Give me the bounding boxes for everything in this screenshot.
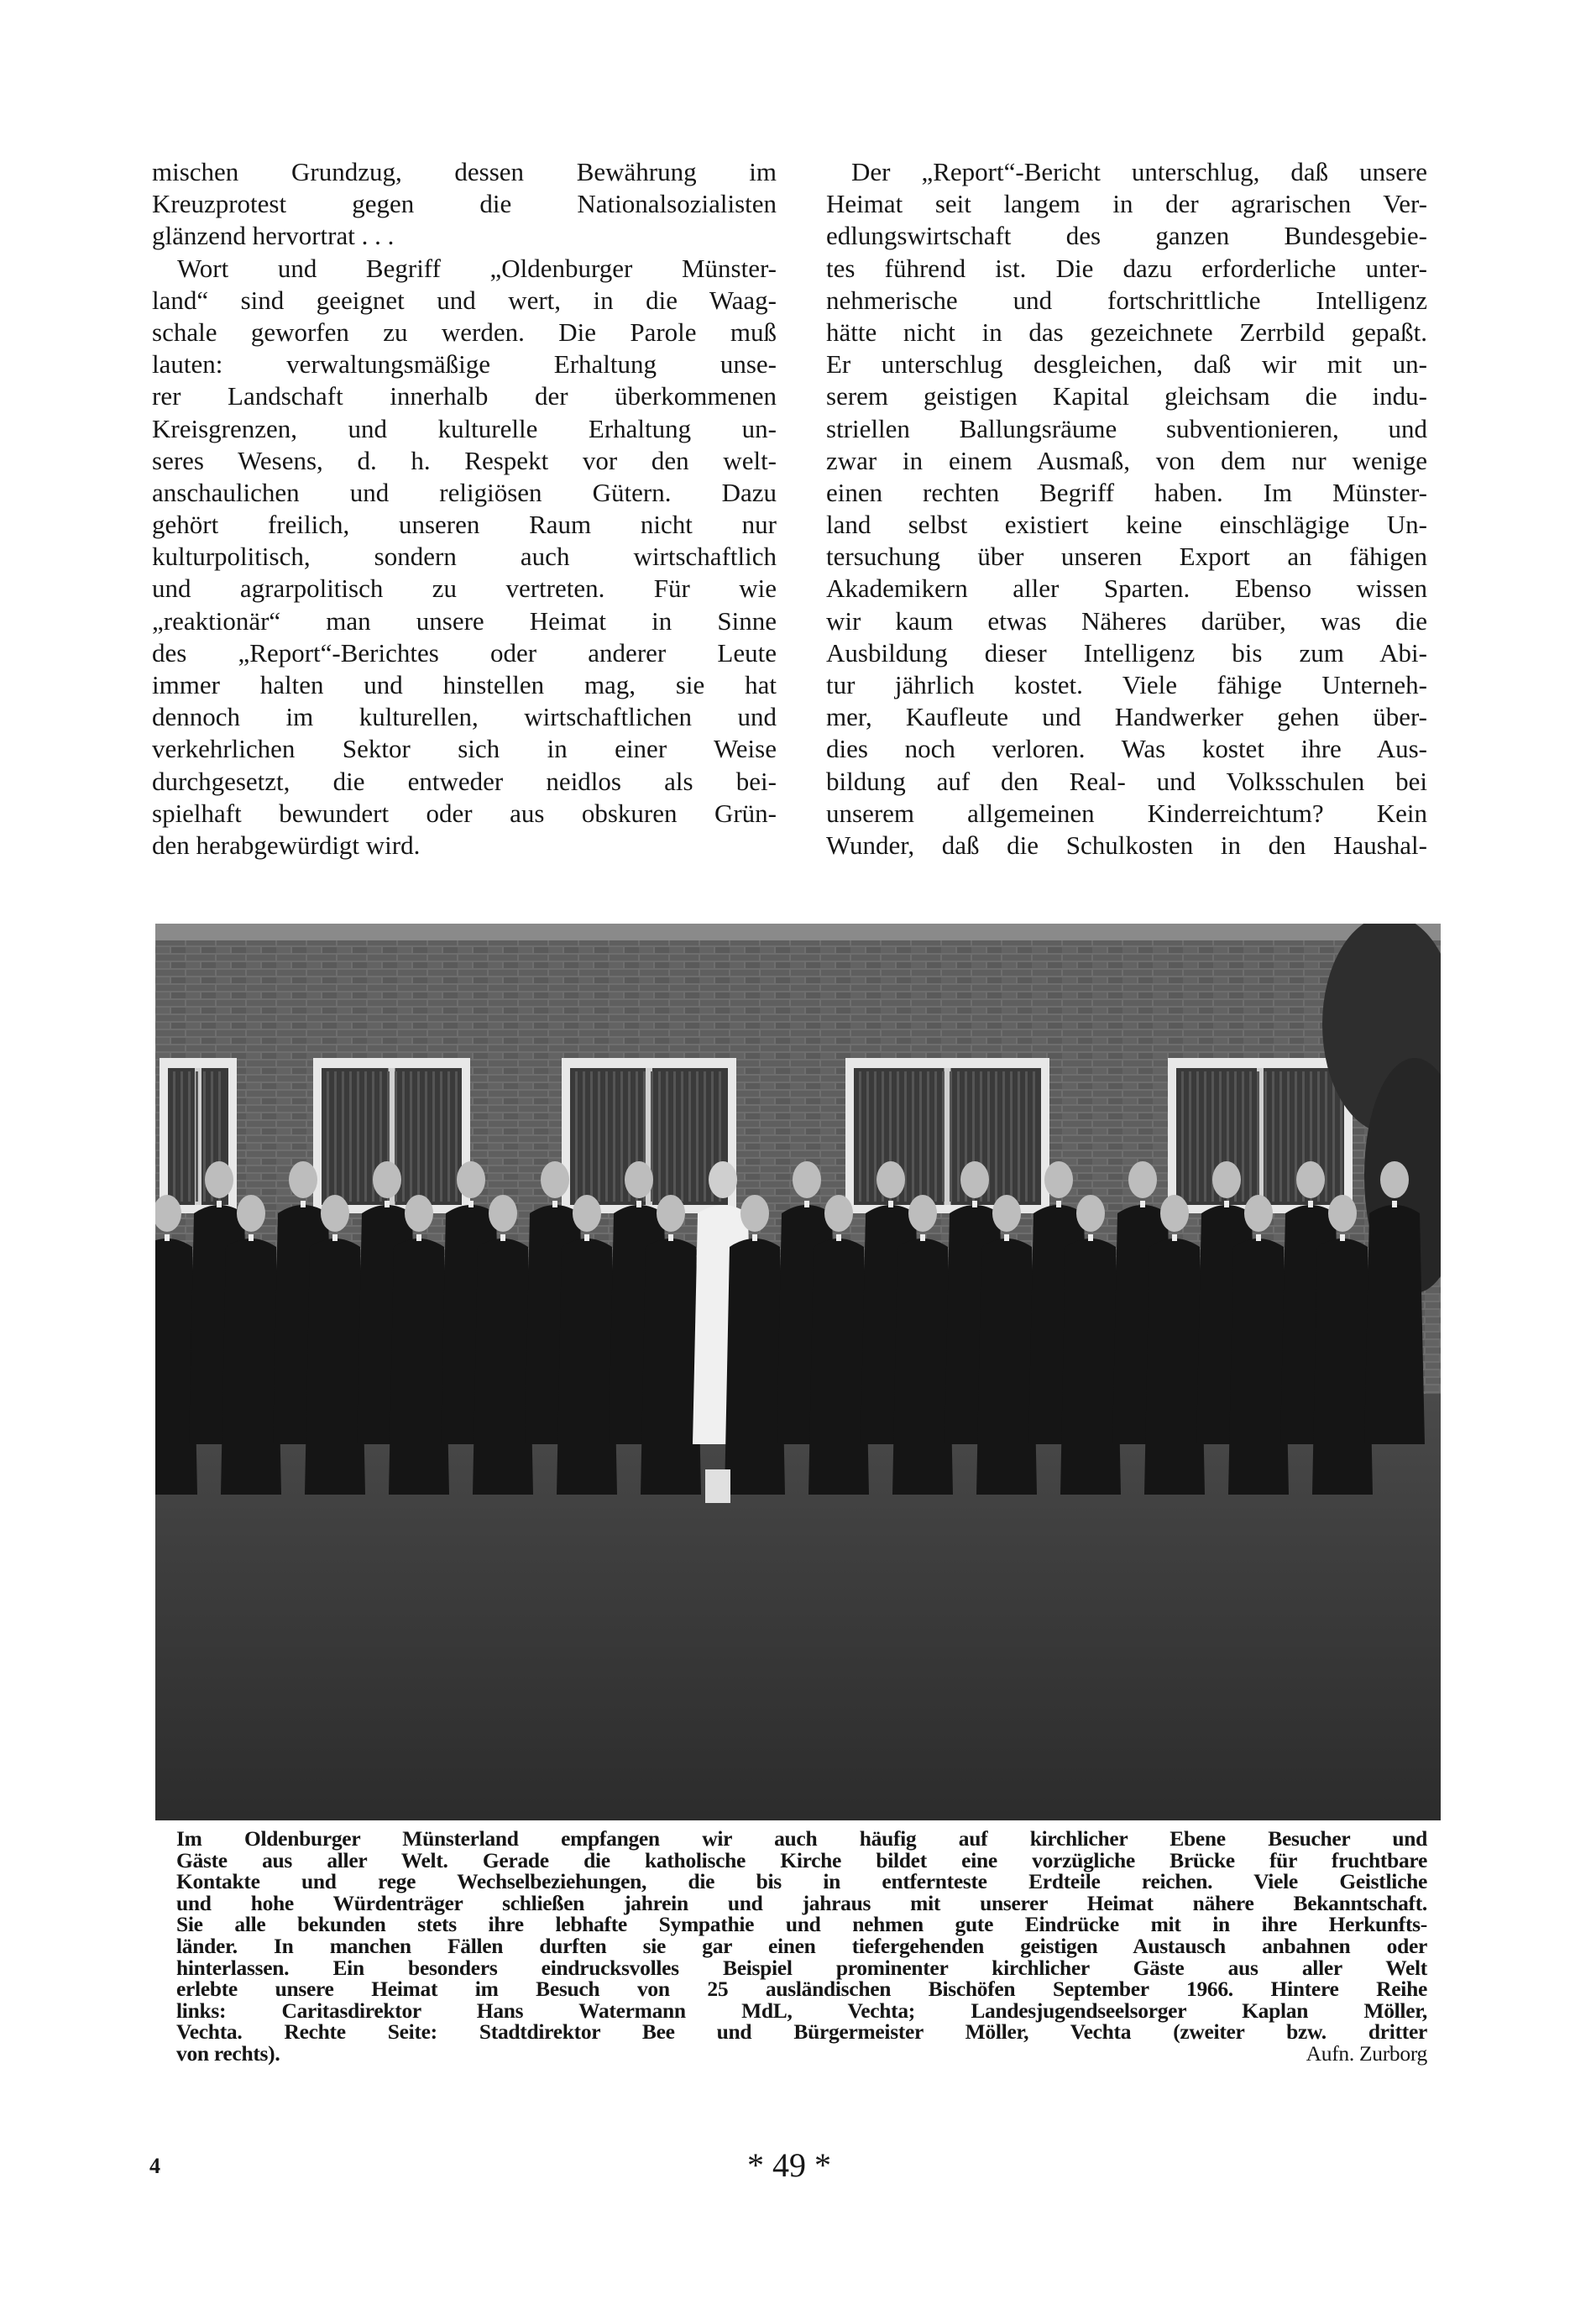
text-line: Wunder, daß die Schulkosten in den Haushal- bbox=[826, 830, 1427, 860]
text-line: anschaulichen und religiösen Gütern. Dazu bbox=[152, 477, 777, 507]
text-line: tes führend ist. Die dazu erforderliche unter- bbox=[826, 253, 1427, 283]
text-line: hätte nicht in das gezeichnete Zerrbild gepaßt. bbox=[826, 317, 1427, 347]
caption-line: links: Caritasdirektor Hans Watermann MdL, Vechta; Landesjugendseelsorger Kaplan Möller, bbox=[176, 1998, 1427, 2023]
group-photo-bishops bbox=[155, 924, 1441, 1820]
text-line: schale geworfen zu werden. Die Parole muß bbox=[152, 317, 777, 347]
person bbox=[305, 1239, 365, 1495]
text-line: Der „Report“-Bericht unterschlug, daß unsere bbox=[851, 157, 1427, 186]
person bbox=[557, 1239, 617, 1495]
text-line: seres Wesens, d. h. Respekt vor den welt- bbox=[152, 445, 777, 475]
caption-last-row bbox=[176, 2040, 1427, 2066]
person bbox=[1228, 1239, 1289, 1495]
text-line: Kreuzprotest gegen die Nationalsozialisten bbox=[152, 189, 777, 219]
caption-line: länder. In manchen Fällen durften sie gar einen tiefergehenden geistigen Austausch anbahnen oder bbox=[176, 1933, 1427, 1958]
text-line: zwar in einem Ausmaß, von dem nur wenige bbox=[826, 445, 1427, 475]
photo-credit: Aufn. Zurborg bbox=[1306, 2040, 1427, 2066]
text-line: gehört freilich, unseren Raum nicht nur bbox=[152, 510, 777, 540]
left-text-column bbox=[152, 156, 777, 861]
person bbox=[1144, 1239, 1205, 1495]
text-line: des „Report“-Berichtes oder anderer Leute bbox=[152, 637, 777, 668]
person bbox=[976, 1239, 1037, 1495]
text-line: mischen Grundzug, dessen Bewährung im bbox=[152, 157, 777, 186]
caption-line: von rechts). bbox=[176, 2040, 280, 2066]
person bbox=[473, 1239, 533, 1495]
text-line: „reaktionär“ man unsere Heimat in Sinne bbox=[152, 605, 777, 636]
person bbox=[1312, 1239, 1373, 1495]
text-line: tersuchung über unseren Export an fähigen bbox=[826, 542, 1427, 572]
text-line: dennoch im kulturellen, wirtschaftlichen und bbox=[152, 702, 777, 732]
text-line: Kreisgrenzen, und kulturelle Erhaltung un- bbox=[152, 413, 777, 443]
right-text-column bbox=[826, 156, 1427, 861]
page-number: * 49 * bbox=[747, 2146, 831, 2184]
text-line: tur jährlich kostet. Viele fähige Unterneh- bbox=[826, 670, 1427, 699]
caption-line: Im Oldenburger Münsterland empfangen wir auch häufig auf kirchlicher Ebene Besucher und bbox=[176, 1826, 1427, 1851]
person bbox=[808, 1239, 869, 1495]
person bbox=[892, 1239, 953, 1495]
text-line: kulturpolitisch, sondern auch wirtschaftlich bbox=[152, 542, 777, 572]
text-line: land“ sind geeignet und wert, in die Waag- bbox=[152, 285, 777, 315]
text-line: immer halten und hinstellen mag, sie hat bbox=[152, 670, 777, 699]
text-line: lauten: verwaltungsmäßige Erhaltung unse- bbox=[152, 349, 777, 380]
text-line: dies noch verloren. Was kostet ihre Aus- bbox=[826, 734, 1427, 764]
text-line: edlungswirtschaft des ganzen Bundesgebie- bbox=[826, 221, 1427, 251]
text-line: spielhaft bewundert oder aus obskuren Grün- bbox=[152, 798, 777, 828]
text-line: Er unterschlug desgleichen, daß wir mit un- bbox=[826, 349, 1427, 380]
text-line: Heimat seit langem in der agrarischen Ver- bbox=[826, 189, 1427, 219]
person bbox=[389, 1239, 449, 1495]
text-line: glänzend hervortrat . . . bbox=[152, 221, 395, 251]
person bbox=[725, 1239, 785, 1495]
caption-line: Gäste aus aller Welt. Gerade die katholische Kirche bildet eine vorzügliche Brücke für fruchtbare bbox=[176, 1847, 1427, 1872]
text-line: nehmerische und fortschrittliche Intelligenz bbox=[826, 285, 1427, 315]
person bbox=[1060, 1239, 1121, 1495]
text-line: Ausbildung dieser Intelligenz bis zum Abi- bbox=[826, 637, 1427, 668]
text-line: unserem allgemeinen Kinderreichtum? Kein bbox=[826, 798, 1427, 828]
photo-illustration bbox=[155, 924, 1441, 1820]
caption-line: hinterlassen. Ein besonders eindrucksvolles Beispiel prominenter kirchlicher Gäste aus aller Welt bbox=[176, 1955, 1427, 1980]
text-line: Akademikern aller Sparten. Ebenso wissen bbox=[826, 573, 1427, 604]
text-line: mer, Kaufleute und Handwerker gehen über- bbox=[826, 702, 1427, 732]
caption-line: und hohe Würdenträger schließen jahrein und jahraus mit unserer Heimat nähere Bekanntschaft. bbox=[176, 1890, 1427, 1915]
text-line: rer Landschaft innerhalb der überkommenen bbox=[152, 381, 777, 411]
text-line: und agrarpolitisch zu vertreten. Für wie bbox=[152, 573, 777, 604]
caption-line: Sie alle bekunden stets ihre lebhafte Sympathie und nehmen gute Eindrücke mit in ihre Herkunfts- bbox=[176, 1912, 1427, 1937]
caption-line: erlebte unsere Heimat im Besuch von 25 ausländischen Bischöfen September 1966. Hintere Reihe bbox=[176, 1977, 1427, 2002]
person bbox=[221, 1239, 281, 1495]
corner-mark: 4 bbox=[149, 2154, 160, 2178]
person bbox=[641, 1239, 701, 1495]
text-line: striellen Ballungsräume subventionieren, und bbox=[826, 413, 1427, 443]
person bbox=[1364, 1205, 1425, 1444]
text-line: Wort und Begriff „Oldenburger Münster- bbox=[177, 253, 777, 283]
text-line: durchgesetzt, die entweder neidlos als bei- bbox=[152, 766, 777, 796]
text-line: verkehrlichen Sektor sich in einer Weise bbox=[152, 734, 777, 764]
photo-caption bbox=[176, 1828, 1427, 2065]
text-line: einen rechten Begriff haben. Im Münster- bbox=[826, 477, 1427, 507]
caption-line: Kontakte und rege Wechselbeziehungen, die bis in entfernteste Erdteile reichen. Viele Geistliche bbox=[176, 1869, 1427, 1894]
text-line: bildung auf den Real- und Volksschulen bei bbox=[826, 766, 1427, 796]
text-line: den herabgewürdigt wird. bbox=[152, 830, 421, 860]
text-line: land selbst existiert keine einschlägige Un- bbox=[826, 510, 1427, 540]
text-line: wir kaum etwas Näheres darüber, was die bbox=[826, 605, 1427, 636]
text-line: serem geistigen Kapital gleichsam die indu- bbox=[826, 381, 1427, 411]
caption-line: Vechta. Rechte Seite: Stadtdirektor Bee und Bürgermeister Möller, Vechta (zweiter bzw. dritter bbox=[176, 2019, 1427, 2045]
